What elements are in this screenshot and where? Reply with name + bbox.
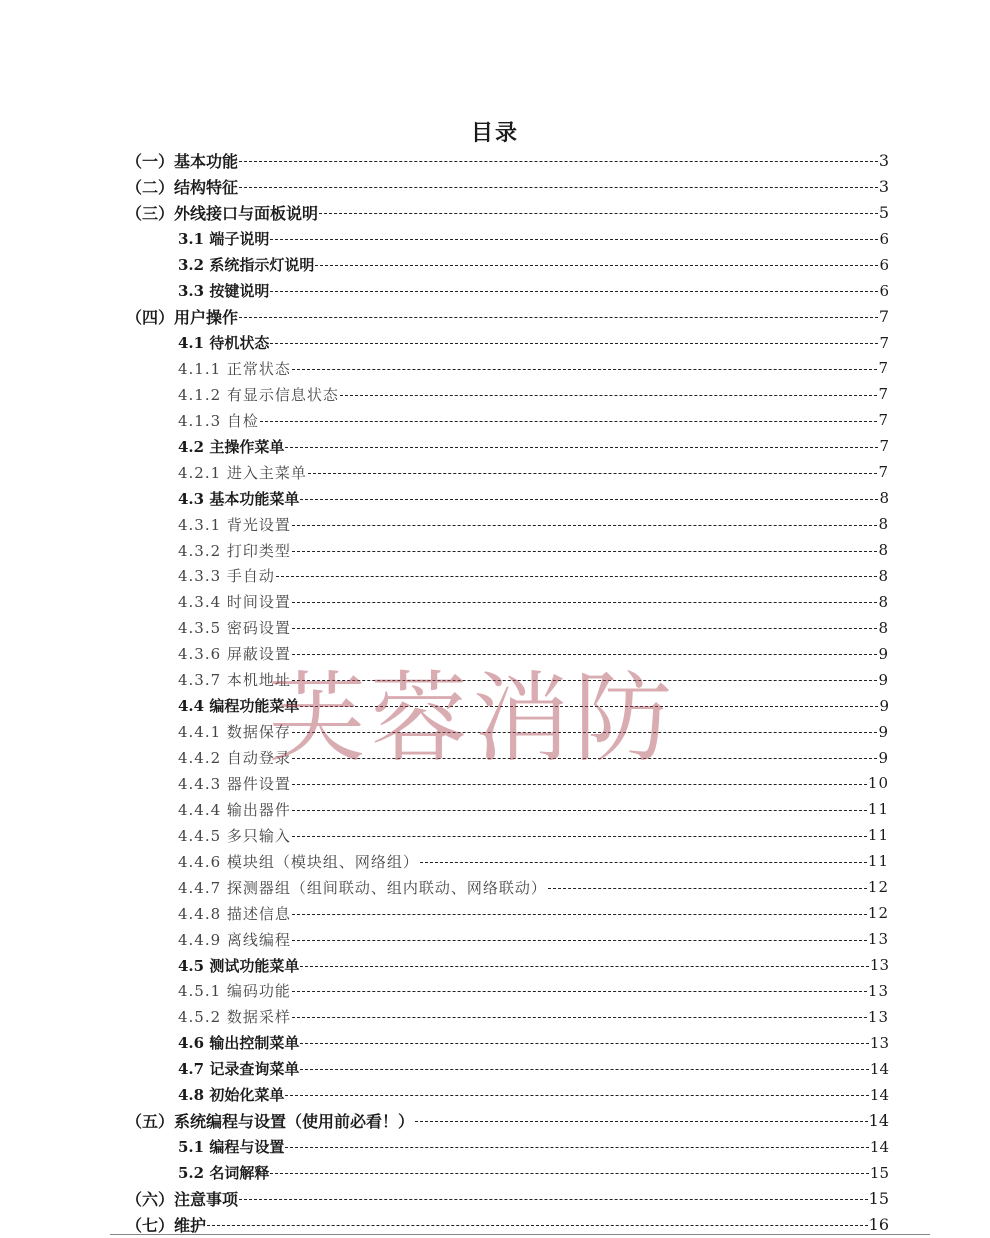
toc-leader bbox=[270, 239, 878, 240]
toc-entry-page: 14 bbox=[868, 1111, 889, 1131]
toc-entry[interactable] bbox=[126, 511, 889, 537]
toc-entry[interactable] bbox=[126, 485, 889, 511]
toc-entry-label: 4.2 主操作菜单 bbox=[178, 437, 285, 456]
toc-entry-page: 13 bbox=[869, 1033, 889, 1052]
toc-entry-label: 4.4.8 描述信息 bbox=[178, 904, 291, 923]
toc-entry-page: 7 bbox=[878, 385, 889, 404]
toc-entry-label: 4.4.7 探测器组（组间联动、组内联动、网络联动） bbox=[178, 878, 547, 897]
toc-entry-label: 4.4.9 离线编程 bbox=[178, 930, 291, 949]
toc-entry[interactable] bbox=[126, 563, 889, 589]
toc-leader bbox=[285, 447, 878, 448]
toc-entry-page: 9 bbox=[878, 644, 889, 663]
toc-entry-label: 4.4.3 器件设置 bbox=[178, 774, 291, 793]
toc-entry-label: 4.4.2 自动登录 bbox=[178, 749, 291, 768]
toc-leader bbox=[300, 1043, 869, 1044]
toc-entry[interactable] bbox=[126, 952, 889, 978]
toc-entry[interactable] bbox=[126, 1186, 889, 1212]
toc-entry-label: 4.4.6 模块组（模块组、网络组） bbox=[178, 852, 419, 871]
toc-leader bbox=[239, 187, 878, 188]
toc-entry-label: （四）用户操作 bbox=[126, 308, 239, 328]
toc-entry[interactable] bbox=[126, 667, 889, 693]
toc-entry-page: 9 bbox=[878, 722, 889, 741]
toc-entry-page: 16 bbox=[868, 1214, 889, 1234]
toc-leader bbox=[207, 1225, 868, 1226]
toc-leader bbox=[548, 888, 867, 889]
toc-entry-page: 8 bbox=[878, 515, 889, 534]
toc-entry-label: 4.1 待机状态 bbox=[178, 334, 270, 353]
toc-entry[interactable] bbox=[126, 381, 889, 407]
toc-entry[interactable] bbox=[126, 1160, 889, 1186]
toc-entry[interactable] bbox=[126, 1134, 889, 1160]
toc-entry[interactable] bbox=[126, 174, 889, 200]
toc-entry[interactable] bbox=[126, 1004, 889, 1030]
toc-entry-label: 4.4.5 多只输入 bbox=[178, 826, 291, 845]
toc-entry-label: （一）基本功能 bbox=[126, 152, 239, 172]
toc-entry-label: 3.2 系统指示灯说明 bbox=[178, 256, 315, 275]
toc-leader bbox=[420, 862, 867, 863]
toc-leader bbox=[292, 836, 867, 837]
toc-entry[interactable] bbox=[126, 252, 889, 278]
toc-entry[interactable] bbox=[126, 537, 889, 563]
toc-entry-page: 7 bbox=[879, 333, 889, 352]
toc-entry-label: （五）系统编程与设置（使用前必看！） bbox=[126, 1112, 415, 1132]
toc-entry-page: 3 bbox=[878, 177, 889, 197]
toc-entry[interactable] bbox=[126, 459, 889, 485]
toc-entry-page: 13 bbox=[867, 930, 889, 949]
toc-entry[interactable] bbox=[126, 304, 889, 330]
toc-entry-label: 4.3.2 打印类型 bbox=[178, 541, 291, 560]
toc-entry[interactable] bbox=[126, 433, 889, 459]
toc-leader bbox=[270, 343, 878, 344]
toc-leader bbox=[260, 421, 878, 422]
toc-entry-page: 11 bbox=[867, 800, 889, 819]
toc-entry-page: 8 bbox=[878, 592, 889, 611]
toc-leader bbox=[239, 1199, 868, 1200]
toc-entry[interactable] bbox=[126, 1082, 889, 1108]
toc-entry[interactable] bbox=[126, 874, 889, 900]
toc-entry[interactable] bbox=[126, 615, 889, 641]
toc-leader bbox=[292, 914, 867, 915]
toc-entry-page: 7 bbox=[878, 359, 889, 378]
toc-entry[interactable] bbox=[126, 693, 889, 719]
toc-entry[interactable] bbox=[126, 407, 889, 433]
toc-entry-label: 4.5 测试功能菜单 bbox=[178, 956, 300, 975]
toc-entry[interactable] bbox=[126, 330, 889, 356]
toc-entry-page: 7 bbox=[878, 307, 889, 327]
toc-leader bbox=[292, 1017, 867, 1018]
toc-entry-label: （二）结构特征 bbox=[126, 178, 239, 198]
toc-leader bbox=[300, 1069, 869, 1070]
toc-leader bbox=[292, 810, 867, 811]
toc-entry-page: 8 bbox=[878, 618, 889, 637]
toc-entry-page: 5 bbox=[878, 203, 889, 223]
toc-entry[interactable] bbox=[126, 771, 889, 797]
toc-entry-label: 4.3.4 时间设置 bbox=[178, 593, 291, 612]
toc-leader bbox=[285, 1147, 869, 1148]
toc-entry-label: 4.3.3 手自动 bbox=[178, 567, 275, 586]
table-of-contents bbox=[126, 148, 889, 1237]
toc-entry-page: 13 bbox=[867, 1007, 889, 1026]
toc-entry[interactable] bbox=[126, 278, 889, 304]
toc-entry-label: 4.3.5 密码设置 bbox=[178, 619, 291, 638]
toc-entry-page: 11 bbox=[867, 826, 889, 845]
toc-leader bbox=[292, 628, 878, 629]
toc-leader bbox=[300, 706, 878, 707]
toc-entry[interactable] bbox=[126, 356, 889, 382]
toc-entry-label: 3.1 端子说明 bbox=[178, 230, 270, 249]
toc-entry-label: 3.3 按键说明 bbox=[178, 282, 270, 301]
toc-entry-page: 15 bbox=[869, 1163, 889, 1182]
toc-leader bbox=[292, 525, 878, 526]
toc-entry[interactable] bbox=[126, 796, 889, 822]
toc-entry[interactable] bbox=[126, 978, 889, 1004]
toc-entry-page: 12 bbox=[867, 878, 889, 897]
toc-entry-label: 5.1 编程与设置 bbox=[178, 1138, 285, 1157]
toc-entry[interactable] bbox=[126, 745, 889, 771]
toc-entry[interactable] bbox=[126, 641, 889, 667]
toc-entry[interactable] bbox=[126, 1108, 889, 1134]
toc-entry-page: 7 bbox=[878, 463, 889, 482]
toc-entry-page: 15 bbox=[868, 1188, 889, 1208]
toc-entry-page: 13 bbox=[867, 981, 889, 1000]
toc-entry-page: 14 bbox=[869, 1085, 889, 1104]
toc-leader bbox=[415, 1121, 868, 1122]
toc-entry-label: 4.7 记录查询菜单 bbox=[178, 1060, 300, 1079]
toc-entry-page: 7 bbox=[879, 437, 889, 456]
toc-entry-page: 7 bbox=[878, 411, 889, 430]
toc-entry[interactable] bbox=[126, 822, 889, 848]
toc-entry-page: 6 bbox=[879, 255, 889, 274]
toc-entry-page: 10 bbox=[867, 774, 889, 793]
toc-entry-page: 6 bbox=[879, 281, 889, 300]
watermark: 芙蓉消防 bbox=[268, 662, 677, 776]
toc-leader bbox=[292, 991, 867, 992]
toc-entry[interactable] bbox=[126, 148, 889, 174]
toc-entry-label: 5.2 名词解释 bbox=[178, 1164, 270, 1183]
toc-leader bbox=[285, 1095, 869, 1096]
toc-leader bbox=[315, 265, 878, 266]
toc-entry-label: （七）维护 bbox=[126, 1215, 207, 1235]
toc-entry-page: 9 bbox=[878, 670, 889, 689]
toc-entry-label: 4.1.3 自检 bbox=[178, 411, 259, 430]
toc-entry[interactable] bbox=[126, 848, 889, 874]
toc-entry-page: 9 bbox=[879, 696, 889, 715]
toc-leader bbox=[292, 680, 878, 681]
toc-entry-page: 8 bbox=[878, 566, 889, 585]
toc-entry-page: 11 bbox=[867, 852, 889, 871]
toc-entry-label: 4.2.1 进入主菜单 bbox=[178, 463, 307, 482]
bottom-divider bbox=[110, 1234, 930, 1235]
toc-leader bbox=[292, 551, 878, 552]
toc-leader bbox=[292, 369, 878, 370]
toc-entry[interactable] bbox=[126, 900, 889, 926]
toc-leader bbox=[270, 291, 878, 292]
toc-entry[interactable] bbox=[126, 1056, 889, 1082]
toc-leader bbox=[239, 161, 878, 162]
toc-entry-label: 4.3.1 背光设置 bbox=[178, 515, 291, 534]
toc-entry-label: 4.3.6 屏蔽设置 bbox=[178, 645, 291, 664]
toc-entry[interactable] bbox=[126, 926, 889, 952]
toc-entry-page: 6 bbox=[879, 229, 889, 248]
toc-entry-label: 4.4 编程功能菜单 bbox=[178, 697, 300, 716]
toc-entry-page: 14 bbox=[869, 1137, 889, 1156]
toc-entry[interactable] bbox=[126, 1030, 889, 1056]
toc-leader bbox=[340, 395, 878, 396]
toc-entry-label: 4.1.1 正常状态 bbox=[178, 359, 291, 378]
toc-leader bbox=[292, 758, 878, 759]
toc-leader bbox=[239, 317, 878, 318]
toc-entry-page: 14 bbox=[869, 1059, 889, 1078]
toc-entry-label: （六）注意事项 bbox=[126, 1189, 239, 1209]
toc-entry-label: 4.8 初始化菜单 bbox=[178, 1086, 285, 1105]
toc-leader bbox=[300, 966, 869, 967]
toc-entry-label: 4.5.1 编码功能 bbox=[178, 982, 291, 1001]
toc-leader bbox=[292, 784, 867, 785]
toc-entry[interactable] bbox=[126, 719, 889, 745]
toc-leader bbox=[292, 602, 878, 603]
toc-entry-page: 9 bbox=[878, 748, 889, 767]
toc-leader bbox=[276, 576, 878, 577]
toc-entry-page: 8 bbox=[878, 541, 889, 560]
toc-entry-page: 8 bbox=[879, 489, 889, 508]
toc-entry-page: 12 bbox=[867, 904, 889, 923]
toc-leader bbox=[292, 940, 867, 941]
toc-entry-label: 4.4.1 数据保存 bbox=[178, 723, 291, 742]
toc-leader bbox=[300, 499, 878, 500]
toc-leader bbox=[292, 654, 878, 655]
toc-entry-label: 4.5.2 数据采样 bbox=[178, 1008, 291, 1027]
toc-entry-label: 4.3.7 本机地址 bbox=[178, 671, 291, 690]
toc-entry-page: 13 bbox=[869, 956, 889, 975]
toc-entry-label: （三）外线接口与面板说明 bbox=[126, 204, 319, 224]
toc-entry[interactable] bbox=[126, 589, 889, 615]
toc-leader bbox=[319, 213, 878, 214]
toc-entry-label: 4.6 输出控制菜单 bbox=[178, 1034, 300, 1053]
toc-leader bbox=[270, 1173, 869, 1174]
toc-entry[interactable] bbox=[126, 226, 889, 252]
toc-leader bbox=[292, 732, 878, 733]
toc-entry-label: 4.3 基本功能菜单 bbox=[178, 489, 300, 508]
page-title: 目录 bbox=[470, 120, 519, 146]
toc-entry-label: 4.1.2 有显示信息状态 bbox=[178, 385, 339, 404]
toc-entry[interactable] bbox=[126, 200, 889, 226]
toc-leader bbox=[308, 473, 878, 474]
toc-entry-page: 3 bbox=[878, 151, 889, 171]
toc-entry-label: 4.4.4 输出器件 bbox=[178, 800, 291, 819]
